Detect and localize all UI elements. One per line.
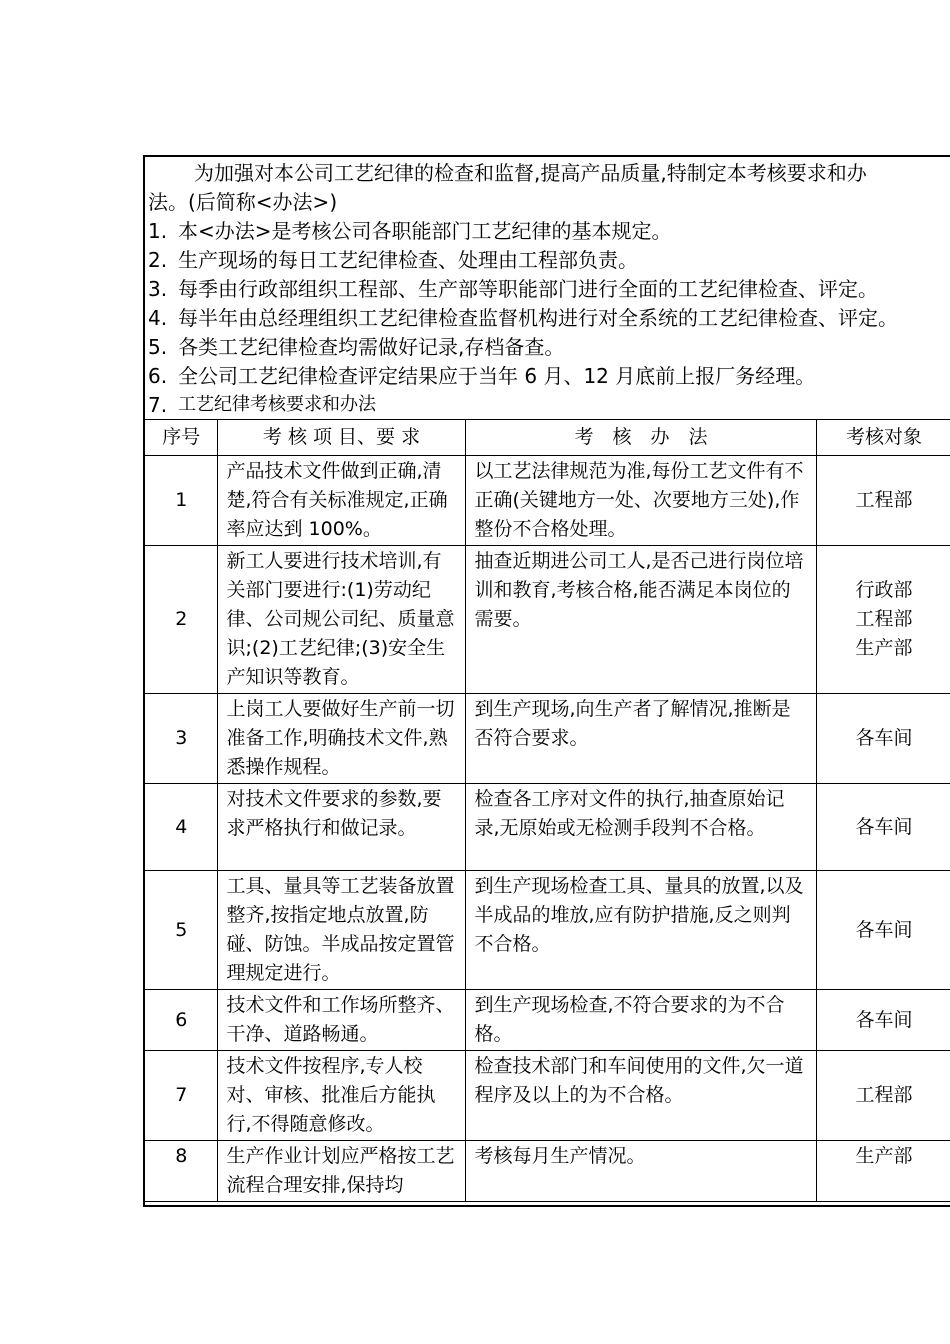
list-item: 5. 各类工艺纪律检查均需做好记录,存档备查。 bbox=[148, 335, 565, 359]
row-seq: 6 bbox=[145, 990, 217, 1051]
row-method: 到生产现场,向生产者了解情况,推断是否符合要求。 bbox=[465, 694, 816, 784]
table-row bbox=[145, 456, 950, 546]
header-requirement: 考 核 项 目、要 求 bbox=[217, 420, 465, 456]
header-target: 考核对象 bbox=[816, 420, 950, 456]
list-item: 7. 工艺纪律考核要求和办法 bbox=[148, 393, 376, 417]
row-seq: 5 bbox=[145, 871, 217, 990]
row-target: 生产部 bbox=[816, 1141, 950, 1202]
row-target: 各车间 bbox=[816, 784, 950, 871]
row-seq: 4 bbox=[145, 784, 217, 871]
list-item: 6. 全公司工艺纪律检查评定结果应于当年 6 月、12 月底前上报厂务经理。 bbox=[148, 364, 816, 388]
intro-line-1: 为加强对本公司工艺纪律的检查和监督,提高产品质量,特制定本考核要求和办 bbox=[194, 161, 867, 185]
row-seq: 2 bbox=[145, 546, 217, 694]
row-method: 考核每月生产情况。 bbox=[465, 1141, 816, 1202]
row-requirement: 技术文件按程序,专人校对、审核、批准后方能执行,不得随意修改。 bbox=[217, 1051, 465, 1141]
table-row bbox=[145, 871, 950, 990]
rules-list bbox=[145, 217, 950, 419]
row-method: 到生产现场检查,不符合要求的为不合格。 bbox=[465, 990, 816, 1051]
table-row bbox=[145, 694, 950, 784]
table-row bbox=[145, 1141, 950, 1202]
row-method: 抽查近期进公司工人,是否己进行岗位培训和教育,考核合格,能否满足本岗位的需要。 bbox=[465, 546, 816, 694]
table-row bbox=[145, 990, 950, 1051]
row-requirement: 技术文件和工作场所整齐、干净、道路畅通。 bbox=[217, 990, 465, 1051]
row-target: 各车间 bbox=[816, 871, 950, 990]
header-seq: 序号 bbox=[145, 420, 217, 456]
list-item: 4. 每半年由总经理组织工艺纪律检查监督机构进行对全系统的工艺纪律检查、评定。 bbox=[148, 306, 898, 330]
list-item: 3. 每季由行政部组织工程部、生产部等职能部门进行全面的工艺纪律检查、评定。 bbox=[148, 277, 878, 301]
row-target: 行政部 工程部 生产部 bbox=[816, 546, 950, 694]
row-method: 检查技术部门和车间使用的文件,欠一道程序及以上的为不合格。 bbox=[465, 1051, 816, 1141]
row-target: 各车间 bbox=[816, 990, 950, 1051]
row-seq: 3 bbox=[145, 694, 217, 784]
row-target: 工程部 bbox=[816, 456, 950, 546]
row-target: 各车间 bbox=[816, 694, 950, 784]
table-row bbox=[145, 1051, 950, 1141]
intro-line-2: 法。(后简称<办法>) bbox=[148, 190, 338, 214]
assessment-table bbox=[145, 419, 950, 1202]
row-requirement: 上岗工人要做好生产前一切准备工作,明确技术文件,熟悉操作规程。 bbox=[217, 694, 465, 784]
table-row bbox=[145, 546, 950, 694]
row-method: 到生产现场检查工具、量具的放置,以及半成品的堆放,应有防护措施,反之则判不合格。 bbox=[465, 871, 816, 990]
row-requirement: 生产作业计划应严格按工艺流程合理安排,保持均 bbox=[217, 1141, 465, 1202]
document-frame bbox=[143, 155, 950, 1207]
row-requirement: 新工人要进行技术培训,有关部门要进行:(1)劳动纪律、公司规公司纪、质量意识;(2)工艺纪律;(3)安全生产知识等教育。 bbox=[217, 546, 465, 694]
table-header-row bbox=[145, 420, 950, 456]
row-requirement: 产品技术文件做到正确,清楚,符合有关标准规定,正确率应达到 100%。 bbox=[217, 456, 465, 546]
row-seq: 7 bbox=[145, 1051, 217, 1141]
row-method: 以工艺法律规范为准,每份工艺文件有不正确(关键地方一处、次要地方三处),作整份不合格处理。 bbox=[465, 456, 816, 546]
row-seq: 1 bbox=[145, 456, 217, 546]
table-row bbox=[145, 784, 950, 871]
header-method: 考 核 办 法 bbox=[465, 420, 816, 456]
row-target: 工程部 bbox=[816, 1051, 950, 1141]
row-method: 检查各工序对文件的执行,抽查原始记录,无原始或无检测手段判不合格。 bbox=[465, 784, 816, 871]
intro-paragraph bbox=[145, 157, 950, 217]
row-seq: 8 bbox=[145, 1141, 217, 1202]
row-requirement: 对技术文件要求的参数,要求严格执行和做记录。 bbox=[217, 784, 465, 871]
row-requirement: 工具、量具等工艺装备放置整齐,按指定地点放置,防碰、防蚀。半成品按定置管理规定进行。 bbox=[217, 871, 465, 990]
list-item: 2. 生产现场的每日工艺纪律检查、处理由工程部负责。 bbox=[148, 248, 638, 272]
list-item: 1. 本<办法>是考核公司各职能部门工艺纪律的基本规定。 bbox=[148, 219, 672, 243]
